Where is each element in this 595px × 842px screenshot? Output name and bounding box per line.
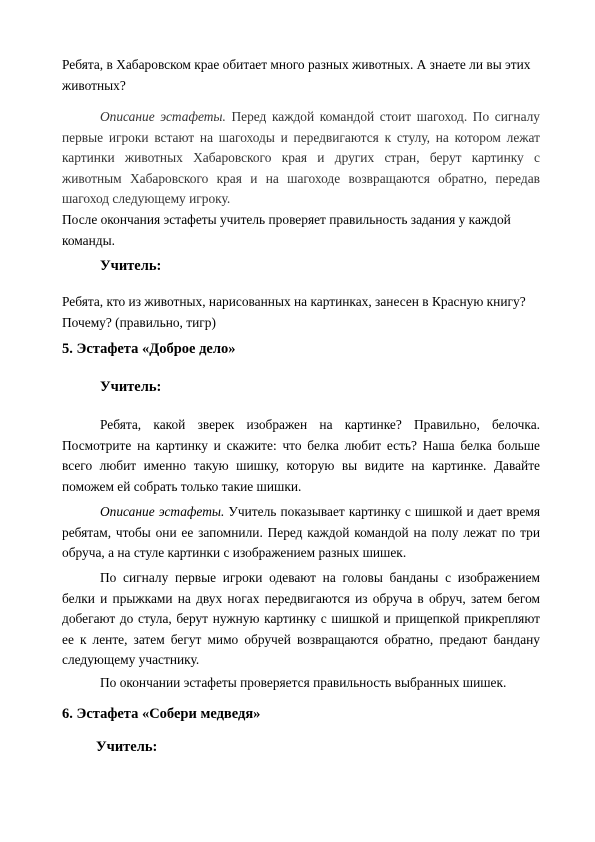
relay-end-paragraph: [62, 673, 540, 694]
intro-text: Ребята, в Хабаровском крае обитает много разных животных. А знаете ли вы этих животных?: [62, 57, 531, 93]
relay-description-2-label: Описание эстафеты.: [100, 504, 225, 519]
signal-text: По сигналу первые игроки одевают на головы банданы с изображением белки и прыжками на двух ногах передвигаются из обруча в обруч, затем бегом добегают до стула, берут нужную картинку с шишкой и прищепкой прикрепляют ее к ленте, затем бегут мимо обручей возвращаются обратно, предают бандану следующему участнику.: [62, 570, 540, 667]
after-relay-paragraph: [62, 210, 540, 251]
relay-description-label: Описание эстафеты.: [100, 109, 226, 124]
section-6-heading: 6. Эстафета «Собери медведя»: [62, 706, 261, 722]
squirrel-paragraph: [62, 415, 540, 497]
relay-description-text: Перед каждой командой стоит шагоход. По сигналу первые игроки встают на шагоходы и передвигаются к стулу, на котором лежат картинки животных Хабаровского края и других стран, берут картинку с животным Хабаровского края и на шагоходе возвращаются обратно, передав шагоход следующему игроку.: [62, 109, 541, 206]
teacher-heading-3: Учитель:: [96, 739, 158, 755]
signal-paragraph: [62, 568, 540, 671]
red-book-question-paragraph: [62, 292, 540, 333]
teacher-heading-2: Учитель:: [100, 379, 162, 395]
relay-description-2-paragraph: [62, 502, 540, 564]
red-book-question-text: Ребята, кто из животных, нарисованных на картинках, занесен в Красную книгу? Почему? (правильно, тигр): [62, 294, 526, 330]
teacher-heading-1: Учитель:: [100, 258, 162, 274]
section-5-heading: 5. Эстафета «Доброе дело»: [62, 341, 236, 357]
intro-paragraph: [62, 55, 540, 96]
relay-description-2-text: Учитель показывает картинку с шишкой и дает время ребятам, чтобы они ее запомнили. Перед каждой командой на полу лежат по три обруча, а на стуле картинки с изображением разных шишек.: [62, 504, 540, 560]
relay-end-text: По окончании эстафеты проверяется правильность выбранных шишек.: [100, 675, 507, 690]
squirrel-text: Ребята, какой зверек изображен на картинке? Правильно, белочка. Посмотрите на картинку и скажите: что белка любит есть? Наша белка больше всего любит именно такую шишку, которую вы видите на картинке. Давайте поможем ей собрать только такие шишки.: [62, 417, 540, 494]
relay-description-paragraph: [62, 107, 540, 210]
after-relay-text: После окончания эстафеты учитель проверяет правильность задания у каждой команды.: [62, 212, 511, 248]
